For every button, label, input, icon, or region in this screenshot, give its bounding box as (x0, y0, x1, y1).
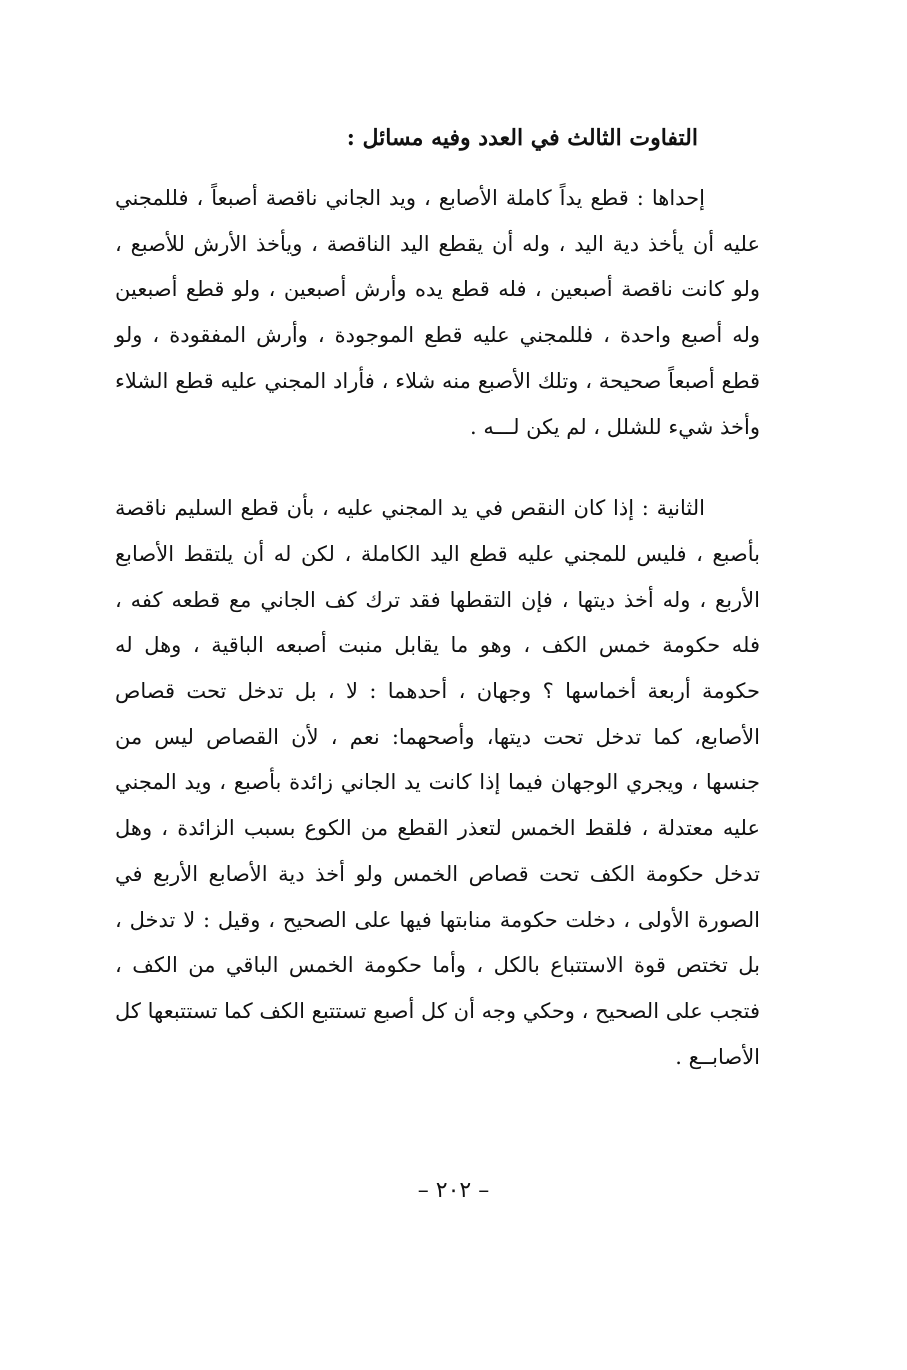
page-body (115, 118, 760, 1080)
section-heading: التفاوت الثالث في العدد وفيه مسائل : (346, 125, 698, 151)
paragraph-second-issue: الثانية : إذا كان النقص في يد المجني عليه ، بأن قطع السليم ناقصة بأصبع ، فليس للمجني عليه قطع اليد الكاملة ، لكن له أن يلتقط الأصابع الأربع ، وله أخذ ديتها ، فإن التقطها فقد ترك كف الجاني مع قطعه كفه ، فله حكومة خمس الكف ، وهو ما يقابل منبت أصبعه الباقية ، وهل له حكومة أربعة أخماسها ؟ وجهان ، أحدهما : لا ، بل تدخل تحت قصاص الأصابع، كما تدخل تحت ديتها، وأصحهما: نعم ، لأن القصاص ليس من جنسها ، ويجري الوجهان فيما إذا كانت يد الجاني زائدة بأصبع ، ويد المجني عليه معتدلة ، فلقط الخمس لتعذر القطع من الكوع بسبب الزائدة ، وهل تدخل حكومة الكف تحت قصاص الخمس ولو أخذ دية الأصابع الأربع في الصورة الأولى ، دخلت حكومة منابتها فيها على الصحيح ، وقيل : لا تدخل ، بل تختص قوة الاستتباع بالكل ، وأما حكومة الخمس الباقي من الكف ، فتجب على الصحيح ، وحكي وجه أن كل أصبع تستتبع الكف كما تستتبعها كل الأصابــع . (115, 496, 761, 1069)
page-number: – ٢٠٢ – (417, 1178, 490, 1203)
paragraph-first-issue: إحداها : قطع يداً كاملة الأصابع ، ويد الجاني ناقصة أصبعاً ، فللمجني عليه أن يأخذ دية اليد ، وله أن يقطع اليد الناقصة ، ويأخذ الأرش للأصبع ، ولو كانت ناقصة أصبعين ، فله قطع يده وأرش أصبعين ، ولو قطع أصبعين وله أصبع واحدة ، فللمجني عليه قطع الموجودة ، وأرش المفقودة ، ولو قطع أصبعاً صحيحة ، وتلك الأصبع منه شلاء ، فأراد المجني عليه قطع الشلاء وأخذ شيء للشلل ، لم يكن لـــه . (115, 186, 760, 439)
